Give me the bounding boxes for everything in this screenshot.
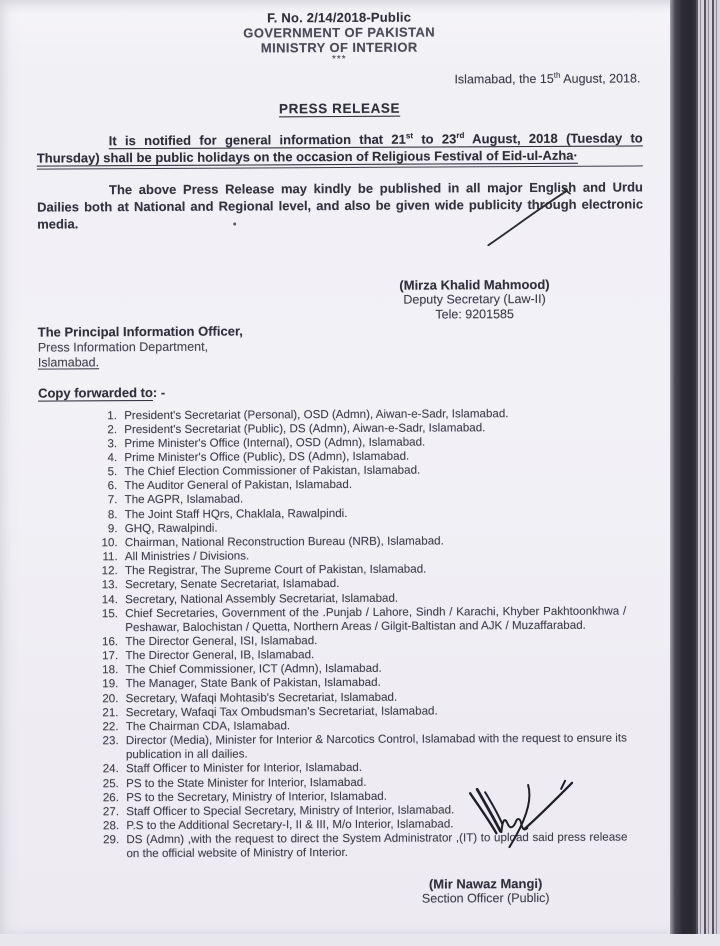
signatory-designation: Deputy Secretary (Law-II) — [403, 291, 546, 307]
date-line — [36, 71, 642, 88]
addressee-line3: Islamabad. — [37, 355, 100, 370]
addressee-line2: Press Information Department, — [37, 339, 209, 355]
press-release-title: PRESS RELEASE — [278, 100, 401, 117]
distribution-list-item: 16. The Director General, ISI, Islamabad. — [121, 633, 626, 650]
notification-paragraph — [37, 129, 643, 169]
distribution-list-item: 12. The Registrar, The Supreme Court of Pakistan, Islamabad. — [121, 562, 626, 579]
date-suffix: August, 2018. — [560, 71, 641, 86]
distribution-list-item: 27. Staff Officer to Special Secretary, Ministry of Interior, Islamabad. — [122, 802, 627, 819]
distribution-list-item: 8. The Joint Staff HQrs, Chaklala, Rawalpindi. — [121, 505, 626, 522]
notification-mid: to 23 — [412, 131, 457, 147]
scan-binding-stripes — [696, 0, 720, 934]
distribution-list-item: 26. PS to the Secretary, Ministry of Interior, Islamabad. — [122, 788, 627, 805]
distribution-list-item: 3. Prime Minister's Office (Internal), OSD (Admn), Islamabad. — [120, 434, 625, 451]
title-row — [37, 98, 643, 119]
distribution-list-item: 19. The Manager, State Bank of Pakistan, Islamabad. — [122, 675, 627, 692]
distribution-list-item: 20. Secretary, Wafaqi Mohtasib's Secretariat, Islamabad. — [122, 689, 627, 706]
separator-asterisks: *** — [331, 53, 347, 66]
distribution-list-item: 18. The Chief Commissioner, ICT (Admn), Islamabad. — [121, 661, 626, 678]
copy-forwarded-label: Copy forwarded to — [38, 384, 153, 401]
file-number: F. No. 2/14/2018-Public — [267, 9, 412, 26]
distribution-list-item: 1. President's Secretariat (Personal), OSD (Admn), Aiwan-e-Sadr, Islamabad. — [120, 406, 625, 423]
signatory-telephone: Tele: 9201585 — [435, 307, 514, 322]
distribution-list-item: 28. P.S to the Additional Secretary-I, II & III, M/o Interior, Islamabad. — [122, 817, 627, 834]
letterhead — [36, 8, 642, 65]
distribution-list-item: 25. PS to the State Minister for Interior, Islamabad. — [122, 774, 627, 791]
notification-lead: It is notified for general information that 21 — [108, 131, 406, 149]
distribution-list-item: 11. All Ministries / Divisions. — [121, 548, 626, 565]
date-prefix: Islamabad, the 15 — [454, 71, 554, 87]
copy-forwarded-suffix: : - — [152, 384, 166, 400]
distribution-list-item: 6. The Auditor General of Pakistan, Islamabad. — [121, 477, 626, 494]
notification-text — [37, 130, 643, 165]
copy-forwarded-heading — [38, 382, 644, 400]
distribution-list-item: 2. President's Secretariat (Public), DS (Admn), Aiwan-e-Sadr, Islamabad. — [120, 420, 625, 437]
distribution-list-item: 22. The Chairman CDA, Islamabad. — [122, 717, 627, 734]
signatory-name: (Mirza Khalid Mahmood) — [399, 276, 550, 293]
signatory-block-secondary — [371, 875, 601, 906]
distribution-list-item: 21. Secretary, Wafaqi Tax Ombudsman's Secretariat, Islamabad. — [122, 703, 627, 720]
distribution-list-item: 10. Chairman, National Reconstruction Bureau (NRB), Islamabad. — [121, 533, 626, 550]
distribution-list-item: 4. Prime Minister's Office (Public), DS (Admn), Islamabad. — [120, 448, 625, 465]
distribution-list-item: 17. The Director General, IB, Islamabad. — [121, 647, 626, 664]
distribution-list-item: 23. Director (Media), Minister for Interior & Narcotics Control, Islamabad with the request to ensure its publication in all dailies. — [122, 732, 627, 763]
distribution-list-item: 14. Secretary, National Assembly Secretariat, Islamabad. — [121, 590, 626, 607]
ordinal-st: st — [405, 131, 414, 141]
publication-paragraph: The above Press Release may kindly be published in all major English and Urdu Dailies both at National and Regional level, and also be given wide publicity through electronic media. — [37, 179, 644, 232]
signatory-designation: Section Officer (Public) — [421, 890, 550, 906]
distribution-list-item: 29. DS (Admn) ,with the request to direct the System Administrator ,(IT) to upload said press release on the official website of Ministry of Interior. — [122, 831, 627, 862]
distribution-list-item: 24. Staff Officer to Minister for Interior, Islamabad. — [122, 760, 627, 777]
ministry-line: MINISTRY OF INTERIOR — [260, 39, 418, 56]
signature-stroke-deputy-secretary — [485, 185, 581, 252]
distribution-list-item: 5. The Chief Election Commissioner of Pakistan, Islamabad. — [120, 463, 625, 480]
distribution-list-item: 13. Secretary, Senate Secretariat, Islamabad. — [121, 576, 626, 593]
scan-speck-artifact — [233, 223, 236, 226]
government-line: GOVERNMENT OF PAKISTAN — [243, 24, 436, 41]
addressee-block — [38, 321, 644, 371]
date-ordinal-suffix: th — [553, 70, 561, 80]
signature-scribble-section-officer — [458, 777, 588, 870]
press-release-document — [36, 0, 647, 946]
scan-binding-dark-band — [670, 0, 698, 934]
signatory-block-primary — [359, 277, 589, 323]
distribution-list-item: 7. The AGPR, Islamabad. — [121, 491, 626, 508]
distribution-list-item: 9. GHQ, Rawalpindi. — [121, 519, 626, 536]
ordinal-rd: rd — [456, 131, 465, 141]
notification-tail: August, 2018 (Tuesday to Thursday) shall be public holidays on the occasion of Religious Festival of Eid-ul-Azha· — [36, 130, 643, 166]
signatory-name: (Mir Nawaz Mangi) — [428, 875, 543, 892]
distribution-list-item: 15. Chief Secretaries, Government of the .Punjab / Lahore, Sindh / Karachi, Khyber Pakhtoonkhwa / Peshawar, Balochistan / Quetta, Northern Areas / Gilgit-Baltistan and AJK / Muzaffarabad. — [121, 604, 626, 635]
addressee-line1: The Principal Information Officer, — [37, 323, 243, 340]
